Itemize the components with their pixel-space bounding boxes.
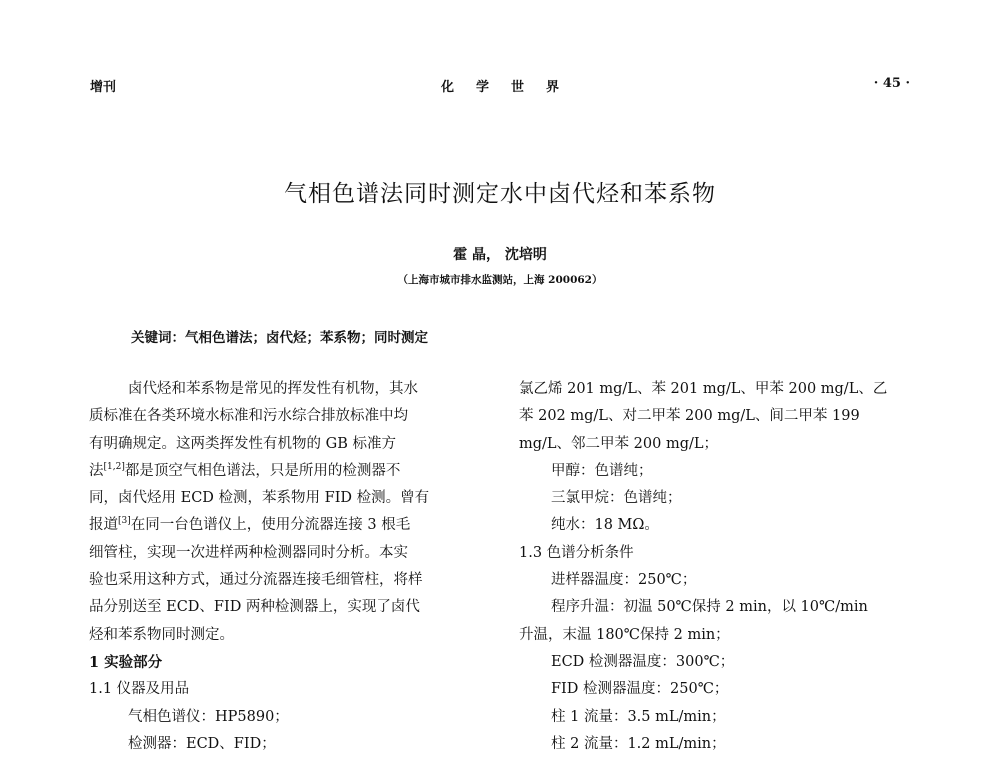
body-line: 质标准在各类环境水标准和污水综合排放标准中均 [89,408,408,425]
article-authors: 霍 晶， 沈培明 [453,247,547,263]
list-item: 甲醇：色谱纯； [551,462,653,479]
body-line: 卤代烃和苯系物是常见的挥发性有机物，其水 [128,381,418,397]
body-line: 品分别送至 ECD、FID 两种检测器上，实现了卤代 [89,599,420,616]
body-line [89,512,494,539]
list-item: 纯水：18 MΩ。 [551,517,659,534]
list-item: ECD 检测器温度：300℃； [551,653,735,670]
subsection-heading: 1.1 仪器及用品 [89,681,190,698]
citation-ref: [3] [118,516,131,527]
list-item: 程序升温：初温 50℃保持 2 min，以 10℃/min [551,599,868,616]
body-line: 氯乙烯 201 mg/L、苯 201 mg/L、甲苯 200 mg/L、乙 [519,381,888,397]
body-line: 验也采用这种方式，通过分流器连接毛细管柱，将样 [89,572,423,589]
body-text: 法 [89,462,104,479]
left-column [89,376,494,758]
list-item: 检测器：ECD、FID； [128,735,276,752]
list-item: 气相色谱仪：HP5890； [128,708,289,725]
list-item: FID 检测器温度：250℃； [551,681,729,698]
list-item: 柱 1 流量：3.5 mL/min； [551,708,726,725]
article-title: 气相色谱法同时测定水中卤代烃和苯系物 [284,181,716,207]
page-number: · 45 · [873,76,910,91]
body-text: 在同一台色谱仪上，使用分流器连接 3 根毛 [130,517,411,534]
subsection-heading: 1.3 色谱分析条件 [519,544,634,561]
section-heading: 1 实验部分 [89,653,163,671]
body-line: 同，卤代烃用 ECD 检测，苯系物用 FID 检测。曾有 [89,490,430,507]
right-column [519,376,914,758]
author-affiliation: （上海市城市排水监测站，上海 200062） [397,274,603,286]
list-item: 三氯甲烷：色谱纯； [551,490,682,507]
body-line [89,458,494,485]
body-line: 烃和苯系物同时测定。 [89,626,234,643]
body-line: 苯 202 mg/L、对二甲苯 200 mg/L、间二甲苯 199 [519,408,860,425]
citation-ref: [1,2] [103,461,125,472]
body-line: mg/L、邻二甲苯 200 mg/L； [519,435,718,452]
journal-issue-label: 增刊 [90,80,117,95]
list-item: 柱 2 流量：1.2 mL/min； [551,735,726,752]
body-text: 都是顶空气相色谱法，只是所用的检测器不 [124,462,401,479]
body-line: 升温，末温 180℃保持 2 min； [519,626,730,643]
list-item: 进样器温度：250℃； [551,572,697,589]
keywords: 关键词：气相色谱法；卤代烃；苯系物；同时测定 [131,330,428,346]
journal-name: 化学世界 [440,80,581,95]
body-line: 细管柱，实现一次进样两种检测器同时分析。本实 [89,544,408,561]
body-line: 有明确规定。这两类挥发性有机物的 GB 标准方 [89,435,396,452]
body-text: 报道 [89,517,118,534]
